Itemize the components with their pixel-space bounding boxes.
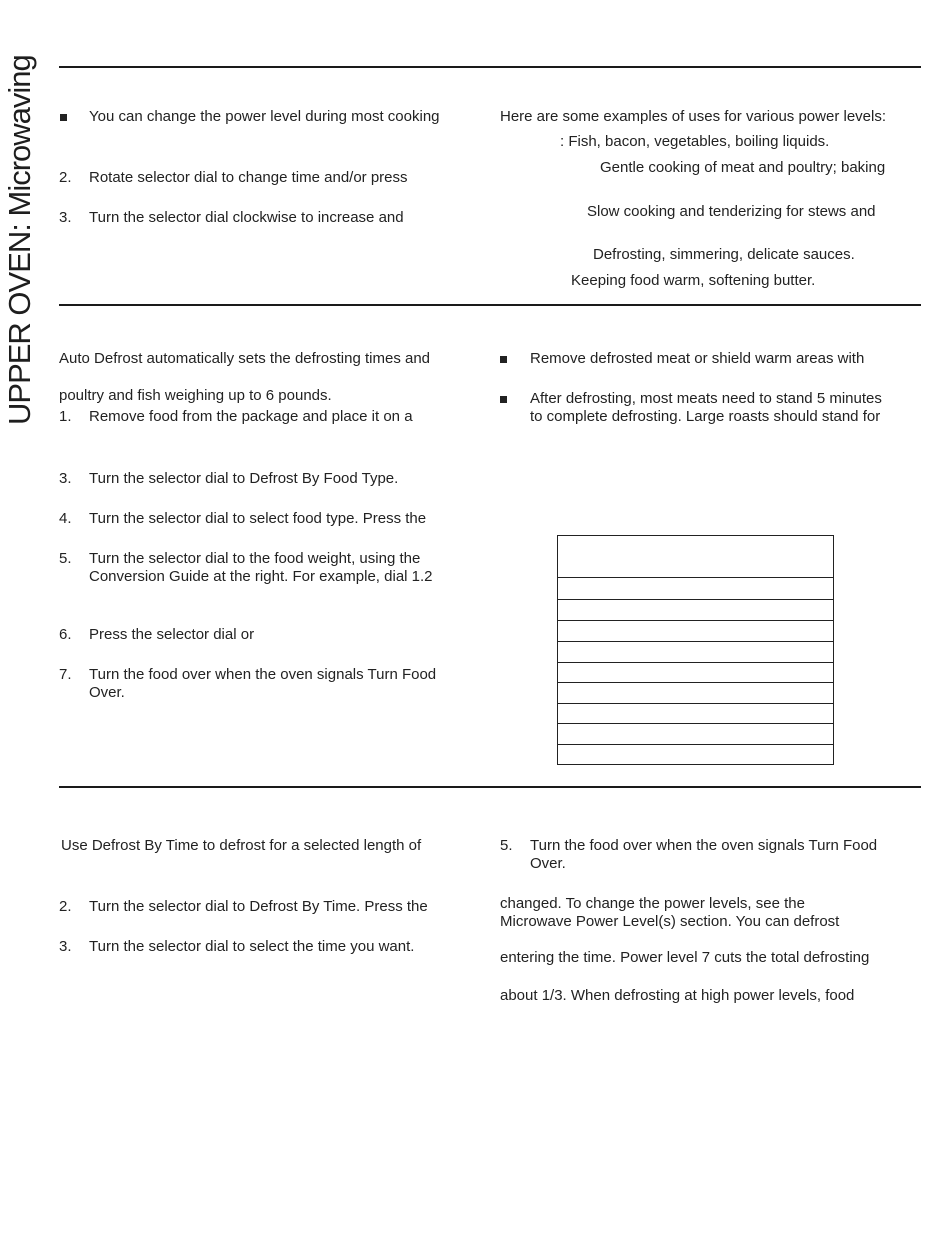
note-text: about 1/3. When defrosting at high power levels, food: [500, 987, 855, 1004]
step-number: 4.: [59, 510, 72, 527]
step-text: Turn the selector dial to select the time you want.: [89, 938, 415, 955]
step-number: 3.: [59, 938, 72, 955]
step-text: Conversion Guide at the right. For example, dial 1.2: [89, 568, 433, 585]
step-text: Turn the selector dial to Defrost By Food Type.: [89, 470, 399, 487]
tip-text: After defrosting, most meats need to stand 5 minutes: [530, 390, 882, 407]
table-row-divider: [558, 577, 833, 578]
step-text: Turn the selector dial to select food type. Press the: [89, 510, 427, 527]
step-number: 2.: [59, 169, 72, 186]
step-number: 5.: [59, 550, 72, 567]
power-level-example: Keeping food warm, softening butter.: [571, 272, 816, 289]
power-levels-intro: Here are some examples of uses for various power levels:: [500, 108, 887, 125]
step-text: Remove food from the package and place it on a: [89, 408, 413, 425]
section-divider-top: [59, 66, 921, 68]
power-level-bullet-text: You can change the power level during most cooking: [89, 108, 440, 125]
note-text: Microwave Power Level(s) section. You can defrost: [500, 913, 840, 930]
section-side-title: UPPER OVEN: Microwaving: [2, 55, 37, 425]
conversion-guide-table: [557, 535, 834, 765]
step-text: Turn the food over when the oven signals Turn Food: [89, 666, 437, 683]
step-number: 7.: [59, 666, 72, 683]
step-text: Press the selector dial or: [89, 626, 255, 643]
table-row-divider: [558, 723, 833, 724]
step-number: 3.: [59, 470, 72, 487]
power-level-example: Gentle cooking of meat and poultry; baking: [600, 159, 886, 176]
bullet-marker: [500, 396, 507, 403]
power-level-example: Slow cooking and tenderizing for stews and: [587, 203, 876, 220]
table-row-divider: [558, 682, 833, 683]
section-divider-defrost-by-time: [59, 786, 921, 788]
step-text: Turn the selector dial clockwise to increase and: [89, 209, 404, 226]
table-row-divider: [558, 662, 833, 663]
note-text: entering the time. Power level 7 cuts the total defrosting: [500, 949, 870, 966]
note-text: changed. To change the power levels, see the: [500, 895, 805, 912]
auto-defrost-intro: poultry and fish weighing up to 6 pounds.: [59, 387, 332, 404]
table-row-divider: [558, 599, 833, 600]
step-text: Rotate selector dial to change time and/or press: [89, 169, 408, 186]
step-text: Over.: [530, 855, 566, 872]
step-number: 1.: [59, 408, 72, 425]
auto-defrost-intro: Auto Defrost automatically sets the defrosting times and: [59, 350, 431, 367]
step-text: Over.: [89, 684, 125, 701]
step-text: Turn the food over when the oven signals Turn Food: [530, 837, 878, 854]
defrost-by-time-intro: Use Defrost By Time to defrost for a selected length of: [61, 837, 422, 854]
table-row-divider: [558, 744, 833, 745]
tip-text: to complete defrosting. Large roasts should stand for: [530, 408, 881, 425]
step-number: 5.: [500, 837, 513, 854]
table-row-divider: [558, 703, 833, 704]
bullet-marker: [60, 114, 67, 121]
bullet-marker: [500, 356, 507, 363]
step-number: 6.: [59, 626, 72, 643]
step-text: Turn the selector dial to Defrost By Time. Press the: [89, 898, 428, 915]
tip-text: Remove defrosted meat or shield warm areas with: [530, 350, 865, 367]
section-divider-auto-defrost: [59, 304, 921, 306]
table-row-divider: [558, 641, 833, 642]
power-level-example: : Fish, bacon, vegetables, boiling liquids.: [560, 133, 830, 150]
table-row-divider: [558, 620, 833, 621]
step-number: 3.: [59, 209, 72, 226]
step-number: 2.: [59, 898, 72, 915]
step-text: Turn the selector dial to the food weight, using the: [89, 550, 421, 567]
power-level-example: Defrosting, simmering, delicate sauces.: [593, 246, 855, 263]
